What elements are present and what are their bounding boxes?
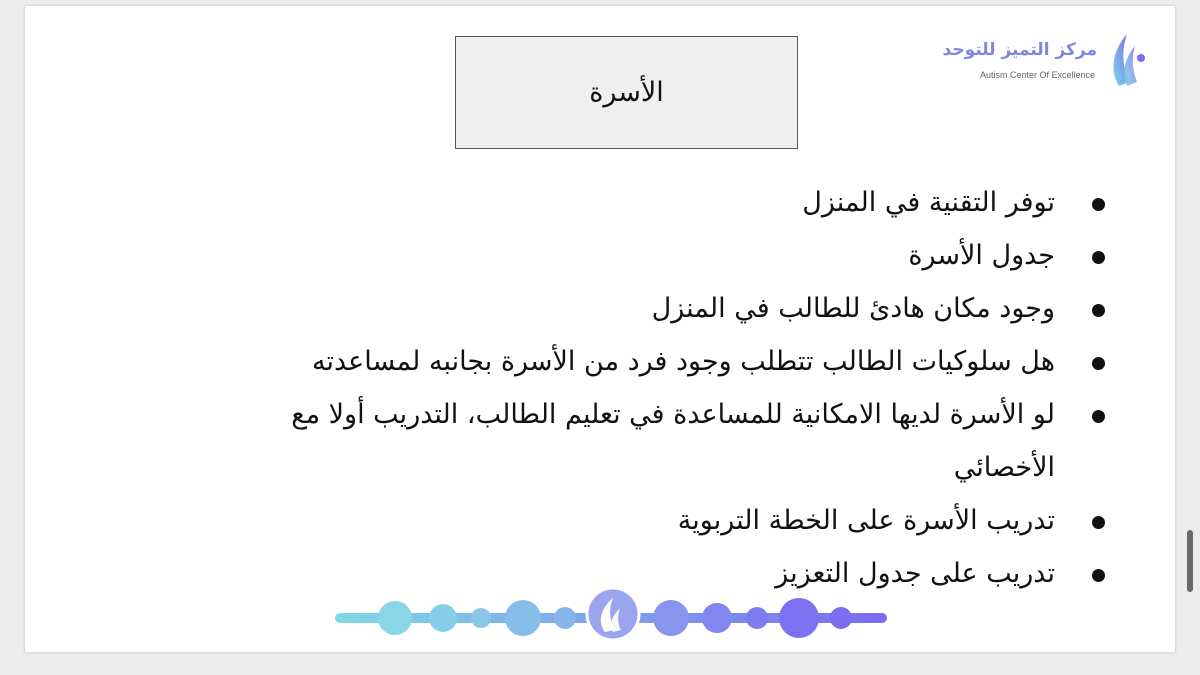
bullet-dot-icon: [1092, 410, 1105, 423]
bullet-text: لو الأسرة لديها الامكانية للمساعدة في تعليم الطالب، التدريب أولا مع الأخصائي: [291, 399, 1055, 483]
list-item: [225, 176, 1105, 229]
logo-name-english: Autism Center Of Excellence: [979, 70, 1095, 80]
bullet-list: [225, 176, 1105, 600]
bullet-text: توفر التقنية في المنزل: [802, 187, 1055, 218]
wing-logo-icon: [1107, 28, 1147, 90]
bullet-text: هل سلوكيات الطالب تتطلب وجود فرد من الأسرة بجانبه لمساعدته: [311, 346, 1055, 377]
slide-canvas: [25, 6, 1175, 652]
bullet-dot-icon: [1092, 251, 1105, 264]
bullet-text: تدريب على جدول التعزيز: [775, 558, 1055, 589]
bullet-text: تدريب الأسرة على الخطة التربوية: [677, 505, 1055, 536]
bullet-dot-icon: [1092, 569, 1105, 582]
list-item: [225, 388, 1105, 494]
slide-title-box: [455, 36, 798, 149]
list-item: [225, 282, 1105, 335]
list-item: [225, 494, 1105, 547]
logo: [942, 24, 1147, 94]
decorative-dot-bar: [333, 588, 893, 644]
bullet-dot-icon: [1092, 198, 1105, 211]
bullet-dot-icon: [1092, 357, 1105, 370]
list-item: [225, 335, 1105, 388]
vertical-scrollbar[interactable]: [1187, 530, 1193, 592]
slide-title: الأسرة: [589, 77, 664, 108]
list-item: [225, 229, 1105, 282]
bullet-dot-icon: [1092, 516, 1105, 529]
bullet-dot-icon: [1092, 304, 1105, 317]
bullet-text: جدول الأسرة: [908, 240, 1055, 271]
logo-name-arabic: مركز التميز للتوحد: [942, 40, 1097, 60]
bullet-text: وجود مكان هادئ للطالب في المنزل: [651, 293, 1055, 324]
